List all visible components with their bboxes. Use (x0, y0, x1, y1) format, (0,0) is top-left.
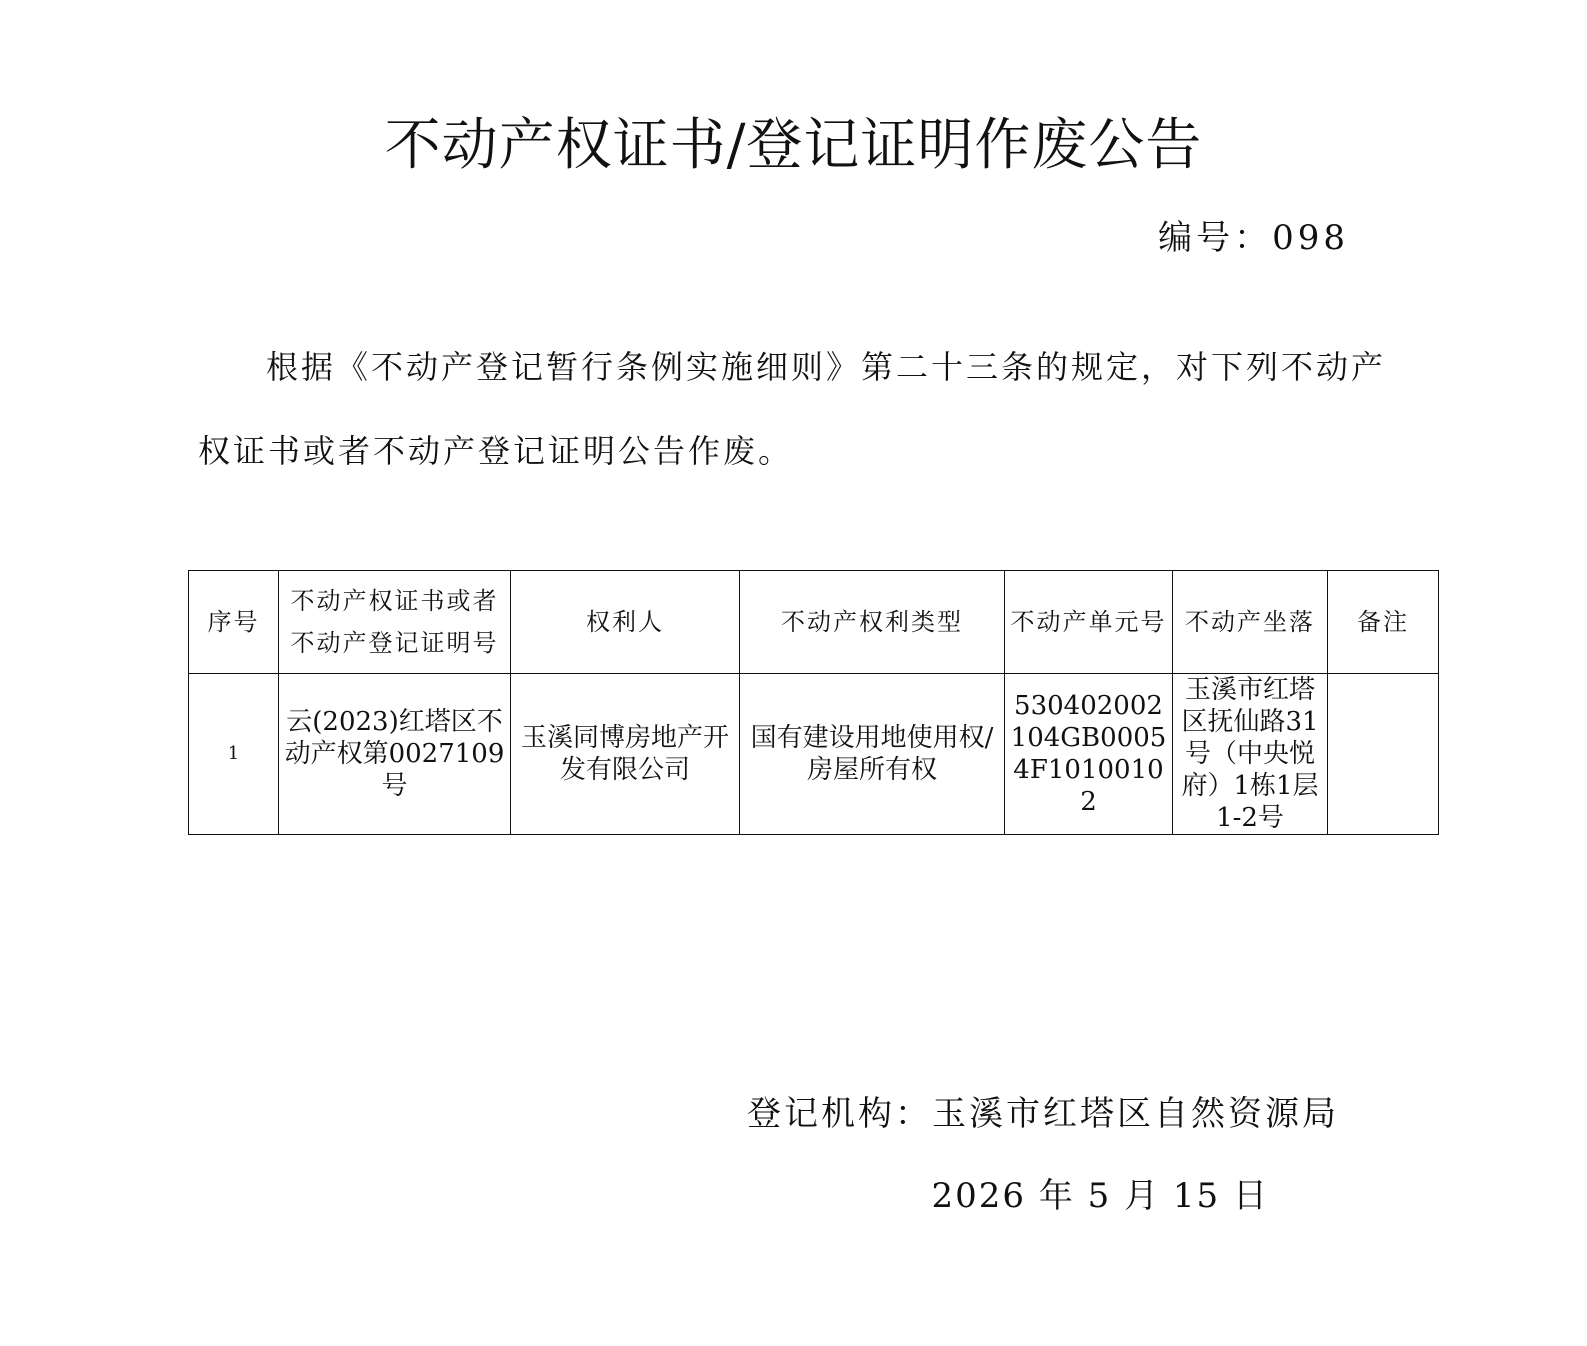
registration-authority: 登记机构：玉溪市红塔区自然资源局 (747, 1094, 1339, 1134)
cell-remark (1328, 674, 1439, 835)
cell-owner: 玉溪同博房地产开发有限公司 (511, 674, 740, 835)
cell-seq: 1 (189, 674, 279, 835)
announcement-body: 根据《不动产登记暂行条例实施细则》第二十三条的规定，对下列不动产权证书或者不动产登记证明公告作废。 (198, 348, 1387, 470)
header-location: 不动产坐落 (1173, 571, 1328, 674)
void-certificate-table (188, 570, 1439, 835)
table-row (189, 674, 1439, 835)
header-owner: 权利人 (511, 571, 740, 674)
header-right-type: 不动产权利类型 (740, 571, 1005, 674)
header-unit-no: 不动产单元号 (1005, 571, 1173, 674)
document-number: 编号：098 (1158, 218, 1349, 258)
table-header-row (189, 571, 1439, 674)
header-remark: 备注 (1328, 571, 1439, 674)
cell-unit-no: 530402002104GB00054F10100102 (1005, 674, 1173, 835)
announcement-date: 2026 年 5 月 15 日 (931, 1176, 1269, 1216)
header-seq: 序号 (189, 571, 279, 674)
cell-location: 玉溪市红塔区抚仙路31号（中央悦府）1栋1层1-2号 (1173, 674, 1328, 835)
cell-right-type: 国有建设用地使用权/房屋所有权 (740, 674, 1005, 835)
page-title: 不动产权证书/登记证明作废公告 (384, 113, 1203, 178)
cell-cert-no: 云(2023)红塔区不动产权第0027109号 (279, 674, 511, 835)
header-cert-no: 不动产权证书或者不动产登记证明号 (279, 571, 511, 674)
